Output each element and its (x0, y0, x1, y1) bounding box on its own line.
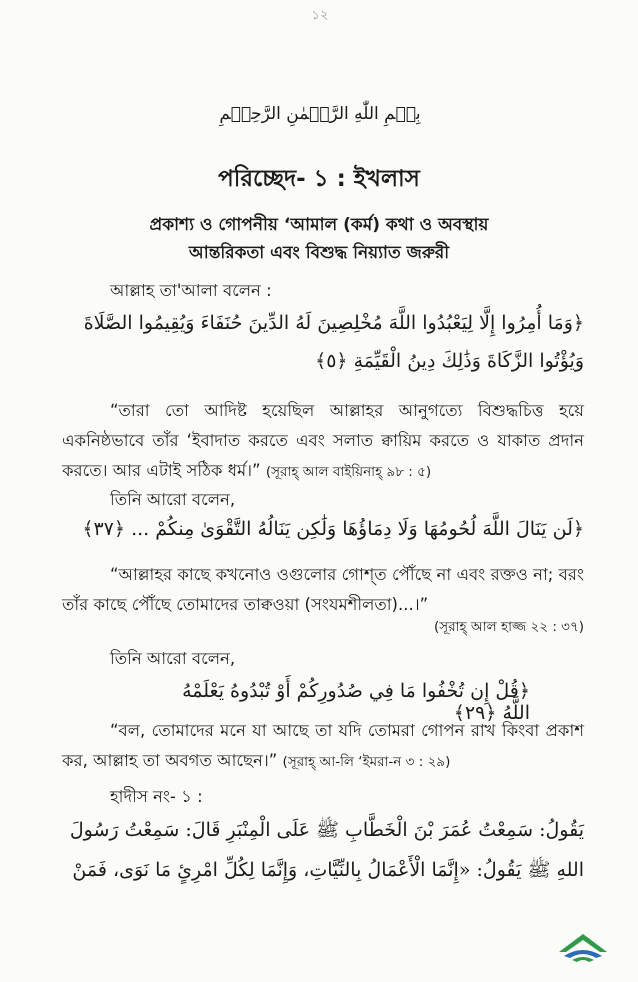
section3-translation (62, 716, 584, 777)
chapter-subtitle-line1: প্রকাশ্য ও গোপনীয় ‘আমাল (কর্ম) কথা ও অবস্থায় (149, 215, 489, 235)
page-number: ১২ (311, 8, 329, 23)
section3-arabic: ﴿قُلْ إِن تُخْفُوا مَا فِي صُدُورِكُمْ أَوْ تُبْدُوهُ يَعْلَمْهُ اللَّهُ ﴿٢٩﴾ (182, 680, 530, 724)
section3-intro: তিনি আরো বলেন, (110, 649, 236, 668)
section2-intro: তিনি আরো বলেন, (110, 490, 236, 509)
publisher-logo-icon (556, 930, 610, 964)
hadith-heading: হাদীস নং- ১ : (110, 787, 203, 806)
section3-translation-text: “বল, তোমাদের মনে যা আছে তা যদি তোমরা গোপন রাখ কিংবা প্রকাশ কর, আল্লাহ তা অবগত আছেন।” (62, 721, 584, 770)
section2-arabic: ﴿لَن يَنَالَ اللَّهَ لُحُومُهَا وَلَا دِمَاؤُهَا وَلَٰكِن يَنَالُهُ التَّقْوَىٰ مِنكُمْ ... ﴿٣٧﴾ (82, 518, 584, 540)
section1-citation: (সূরাহ্ আল বাইয়িনাহ্ ৯৮ : ৫) (265, 464, 432, 480)
section1-translation (62, 396, 584, 487)
section2-citation: (সূরাহ্ আল হাজ্জ ২২ : ৩৭) (434, 619, 584, 635)
hadith-arabic-line2: اللهِ ﷺ يَقُولُ: «إِنَّمَا الْأَعْمَالُ بِالنِّيَّاتِ، وَإِنَّمَا لِكُلِّ امْرِئٍ مَا نَوَى، فَمَنْ (72, 859, 584, 881)
chapter-title: পরিচ্ছেদ- ১ : ইখলাস (218, 166, 420, 192)
section3-citation: (সূরাহ্ আ-লি ‘ইমরা-ন ৩ : ২৯) (282, 754, 451, 770)
section2-translation: “আল্লাহর কাছে কখনোও ওগুলোর গোশ্‌ত পৌঁছে না এবং রক্তও না; বরং তাঁর কাছে পৌঁছে তোমাদের তাক্বওয়া (সংযমশীলতা)...।” (62, 565, 584, 614)
chapter-subtitle-line2: আন্তরিকতা এবং বিশুদ্ধ নিয়্যাত জরুরী (188, 243, 450, 263)
section1-translation-text: “তারা তো আদিষ্ট হয়েছিল আল্লাহর আনুগত্যে বিশুদ্ধচিত্ত হয়ে একনিষ্ঠভাবে তাঁর ‘ইবাদাত করতে এবং সলাত ক্বায়িম করতে ও যাকাত প্রদান করতে। আর এটাই সঠিক ধর্ম।” (62, 401, 584, 480)
section1-arabic-line1: ﴿وَمَا أُمِرُوا إِلَّا لِيَعْبُدُوا اللَّهَ مُخْلِصِينَ لَهُ الدِّينَ حُنَفَاءَ وَيُقِيمُوا الصَّلَاةَ (83, 312, 584, 334)
section1-arabic-line2: وَيُؤْتُوا الزَّكَاةَ وَذَٰلِكَ دِينُ الْقَيِّمَةِ ﴿٥﴾ (315, 350, 584, 372)
hadith-arabic-line1: يَقُولُ: سَمِعْتُ عُمَرَ بْنَ الْخَطَّابِ ﷺ عَلَى الْمِنْبَرِ قَالَ: سَمِعْتُ رَسُولَ (69, 819, 584, 841)
section1-intro: আল্লাহ তা'আলা বলেন : (110, 281, 272, 300)
bismillah: بِسۡمِ اللّٰهِ الرَّحۡمٰنِ الرَّحِیۡمِ (219, 104, 421, 124)
